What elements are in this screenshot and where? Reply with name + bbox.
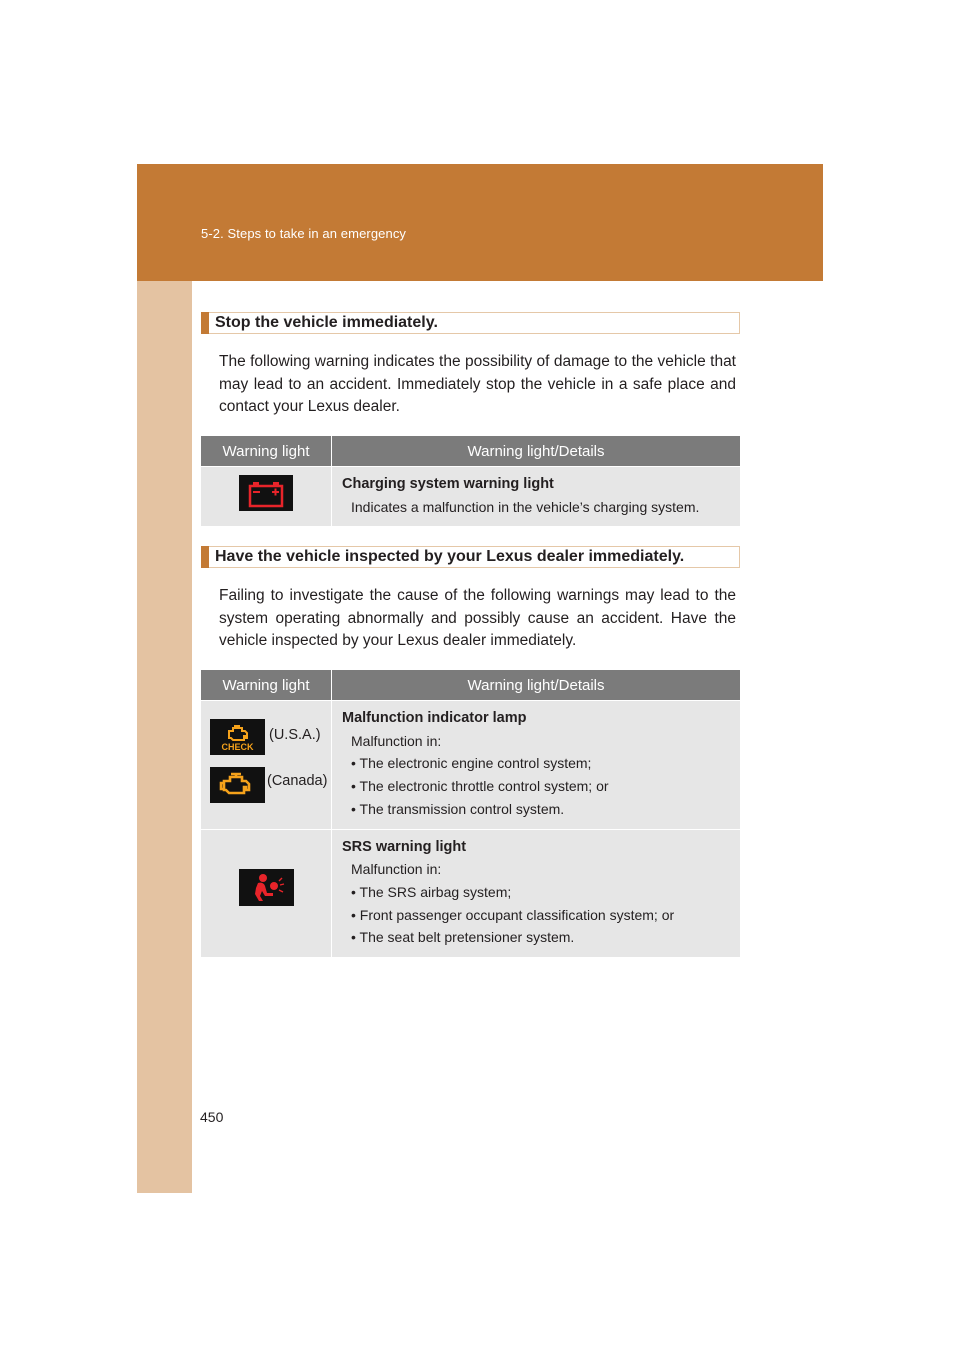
region-label-canada: (Canada) — [267, 773, 328, 789]
check-engine-icon — [210, 719, 265, 755]
table-header-row — [201, 436, 740, 467]
table-row — [201, 829, 740, 957]
region-label-usa: (U.S.A.) — [269, 727, 321, 743]
column-header-details: Warning light/Details — [332, 436, 741, 467]
column-header-warning-light: Warning light — [201, 436, 332, 467]
check-icon-text: CHECK — [221, 742, 254, 752]
column-header-warning-light: Warning light — [201, 670, 332, 701]
section-heading-text: Stop the vehicle immediately. — [215, 314, 438, 331]
list-item: • The seat belt pretensioner system. — [351, 929, 575, 946]
warning-title: Malfunction indicator lamp — [342, 710, 527, 726]
table-row — [201, 701, 740, 830]
warning-table-inspect — [201, 670, 740, 957]
battery-warning-icon — [239, 475, 293, 511]
breadcrumb: 5-2. Steps to take in an emergency — [201, 226, 407, 241]
warning-intro: Malfunction in: — [351, 732, 442, 749]
section-heading-stop — [201, 312, 740, 334]
engine-icon — [210, 767, 265, 803]
heading-accent-bar — [201, 546, 209, 568]
icon-cell — [201, 829, 332, 957]
icon-cell — [201, 701, 332, 830]
details-cell — [332, 829, 741, 957]
warning-intro: Malfunction in: — [351, 861, 442, 878]
warning-title: SRS warning light — [342, 838, 467, 855]
warning-table-stop — [201, 436, 740, 526]
section-heading-text: Have the vehicle inspected by your Lexus dealer immediately. — [215, 548, 685, 565]
page-number: 450 — [200, 1109, 224, 1125]
icon-cell — [201, 467, 332, 527]
table-row — [201, 467, 740, 527]
section-heading-inspect — [201, 546, 740, 568]
list-item: • The electronic engine control system; — [351, 755, 592, 772]
warning-title: Charging system warning light — [342, 476, 554, 492]
list-item: • Front passenger occupant classification system; or — [351, 906, 675, 923]
list-item: • The transmission control system. — [351, 800, 565, 817]
details-cell — [332, 467, 741, 527]
srs-airbag-icon — [239, 869, 294, 906]
details-cell — [332, 701, 741, 830]
table-header-row — [201, 670, 740, 701]
list-item: • The electronic throttle control system; or — [351, 778, 609, 795]
heading-accent-bar — [201, 312, 209, 334]
side-strip — [137, 281, 192, 1193]
column-header-details: Warning light/Details — [332, 670, 741, 701]
section-paragraph: The following warning indicates the possibility of damage to the vehicle that may lead to an accident. Immediately stop the vehicle in a safe place and contact your Lexus dealer. — [219, 353, 736, 416]
list-item: • The SRS airbag system; — [351, 883, 512, 900]
header-band — [137, 164, 823, 281]
warning-description: Indicates a malfunction in the vehicle’s charging system. — [351, 498, 700, 515]
section-paragraph: Failing to investigate the cause of the following warnings may lead to the system operating abnormally and possibly cause an accident. Have the vehicle inspected by your Lexus dealer immediately. — [219, 587, 736, 650]
